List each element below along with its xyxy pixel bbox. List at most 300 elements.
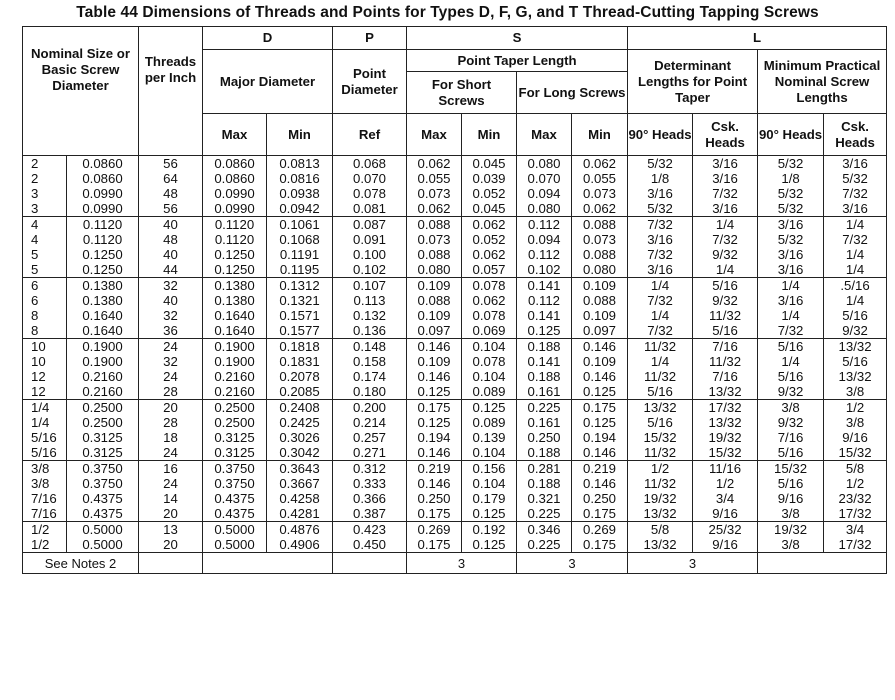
long-taper-min-value: 0.073: [583, 186, 617, 201]
footnote-blank: [139, 553, 203, 574]
long-taper-min-value: 0.219: [583, 461, 617, 476]
nominal-size-value: 7/16: [31, 506, 57, 521]
det-90-heads-cell: [628, 461, 693, 522]
long-taper-min-value: 0.146: [583, 339, 617, 354]
det-90-heads-value: 11/32: [644, 445, 677, 460]
threads-per-inch-cell: [139, 278, 203, 339]
major-dia-min-cell: [267, 339, 333, 400]
footnote-s-long: 3: [517, 553, 628, 574]
major-dia-min-value: 0.4281: [279, 506, 320, 521]
threads-per-inch-value: 32: [163, 278, 178, 293]
short-taper-min-value: 0.039: [472, 171, 506, 186]
nominal-size-value: 2: [31, 156, 39, 171]
short-taper-max-value: 0.097: [417, 323, 451, 338]
table-row-group: [23, 156, 887, 217]
major-dia-max-value: 0.0860: [214, 171, 255, 186]
point-diameter-cell: [333, 156, 407, 217]
point-diameter-value: 0.107: [352, 278, 386, 293]
nominal-size-value: 6: [31, 278, 39, 293]
threads-per-inch-cell: [139, 522, 203, 553]
min-90-heads-value: 3/8: [781, 506, 800, 521]
min-90-heads-cell: [758, 339, 824, 400]
min-csk-heads-cell: [824, 400, 887, 461]
min-csk-heads-value: 17/32: [838, 506, 872, 521]
long-taper-max-value: 0.125: [527, 323, 561, 338]
min-csk-heads-cell: [824, 339, 887, 400]
min-csk-heads-value: 5/32: [842, 171, 868, 186]
short-taper-min-cell: [462, 522, 517, 553]
header-l: L: [628, 27, 887, 50]
det-90-heads-value: 3/16: [647, 232, 673, 247]
short-taper-min-value: 0.125: [472, 506, 506, 521]
long-taper-max-value: 0.141: [527, 354, 561, 369]
det-csk-heads-value: 5/16: [712, 323, 738, 338]
min-csk-heads-value: 3/16: [842, 201, 868, 216]
det-csk-heads-value: 17/32: [708, 400, 742, 415]
det-csk-heads-cell: [693, 278, 758, 339]
min-csk-heads-value: 1/2: [845, 476, 865, 491]
short-taper-max-value: 0.146: [417, 445, 451, 460]
det-csk-heads-value: 25/32: [708, 522, 742, 537]
basic-diameter-cell: [67, 461, 139, 522]
major-dia-max-cell: [203, 156, 267, 217]
basic-diameter-value: 0.1250: [82, 262, 123, 277]
nominal-size-value: 3/8: [31, 476, 50, 491]
nominal-size-value: 10: [31, 339, 46, 354]
short-taper-min-value: 0.104: [472, 339, 506, 354]
nominal-size-value: 1/2: [31, 522, 50, 537]
short-taper-min-value: 0.069: [472, 323, 506, 338]
major-dia-min-cell: [267, 522, 333, 553]
major-dia-max-value: 0.3125: [214, 430, 255, 445]
long-taper-min-value: 0.269: [583, 522, 617, 537]
det-90-heads-cell: [628, 400, 693, 461]
header-s: S: [407, 27, 628, 50]
major-dia-max-value: 0.5000: [214, 537, 255, 552]
major-dia-max-value: 0.3125: [214, 445, 255, 460]
header-short-screws: For Short Screws: [407, 72, 517, 114]
long-taper-max-value: 0.188: [527, 445, 561, 460]
point-diameter-value: 0.087: [352, 217, 386, 232]
long-taper-max-cell: [517, 400, 572, 461]
min-csk-heads-cell: [824, 217, 887, 278]
min-csk-heads-cell: [824, 522, 887, 553]
point-diameter-value: 0.423: [352, 522, 386, 537]
major-dia-max-value: 0.2500: [214, 400, 255, 415]
basic-diameter-cell: [67, 522, 139, 553]
threads-per-inch-value: 13: [163, 522, 178, 537]
short-taper-min-value: 0.139: [472, 430, 506, 445]
min-90-heads-value: 3/8: [781, 537, 800, 552]
threads-per-inch-value: 24: [163, 339, 178, 354]
nominal-size-value: 5/16: [31, 430, 57, 445]
threads-per-inch-value: 24: [163, 369, 178, 384]
point-diameter-value: 0.158: [352, 354, 386, 369]
basic-diameter-value: 0.2500: [82, 400, 123, 415]
min-csk-heads-value: .5/16: [840, 278, 870, 293]
short-taper-max-value: 0.250: [417, 491, 451, 506]
threads-per-inch-value: 44: [163, 262, 178, 277]
major-dia-min-value: 0.3042: [279, 445, 320, 460]
point-diameter-value: 0.366: [352, 491, 386, 506]
long-taper-max-cell: [517, 339, 572, 400]
threads-per-inch-value: 28: [163, 384, 178, 399]
point-diameter-value: 0.333: [352, 476, 386, 491]
min-csk-heads-value: 7/32: [842, 186, 868, 201]
basic-diameter-cell: [67, 217, 139, 278]
nominal-size-value: 5/16: [31, 445, 57, 460]
major-dia-max-cell: [203, 339, 267, 400]
min-csk-heads-value: 5/16: [842, 308, 868, 323]
header-major-diameter: Major Diameter: [203, 50, 333, 114]
footnote-see-notes: See Notes 2: [23, 553, 139, 574]
threads-per-inch-value: 20: [163, 537, 178, 552]
long-taper-max-value: 0.080: [527, 156, 561, 171]
short-taper-min-cell: [462, 217, 517, 278]
long-taper-min-cell: [572, 278, 628, 339]
long-taper-min-value: 0.250: [583, 491, 617, 506]
min-csk-heads-value: 9/32: [842, 323, 868, 338]
det-90-heads-value: 1/4: [650, 354, 670, 369]
long-taper-min-value: 0.146: [583, 476, 617, 491]
major-dia-max-value: 0.5000: [214, 522, 255, 537]
header-det-csk-heads: Csk. Heads: [693, 114, 758, 156]
header-d-min: Min: [267, 114, 333, 156]
min-csk-heads-value: 17/32: [838, 537, 872, 552]
short-taper-max-value: 0.080: [417, 262, 451, 277]
long-taper-min-value: 0.080: [583, 262, 617, 277]
short-taper-max-value: 0.146: [417, 476, 451, 491]
short-taper-max-value: 0.146: [417, 369, 451, 384]
nominal-size-cell: [23, 461, 67, 522]
header-determinant-lengths: Determinant Lengths for Point Taper: [628, 50, 758, 114]
point-diameter-value: 0.200: [352, 400, 386, 415]
major-dia-max-value: 0.3750: [214, 461, 255, 476]
major-dia-min-value: 0.4876: [279, 522, 320, 537]
threads-per-inch-value: 48: [163, 186, 178, 201]
long-taper-min-cell: [572, 156, 628, 217]
header-short-min: Min: [462, 114, 517, 156]
major-dia-min-value: 0.4906: [279, 537, 320, 552]
det-csk-heads-value: 1/4: [715, 262, 735, 277]
major-dia-min-value: 0.2078: [279, 369, 320, 384]
det-csk-heads-cell: [693, 339, 758, 400]
long-taper-max-value: 0.070: [527, 171, 561, 186]
min-90-heads-cell: [758, 461, 824, 522]
major-dia-max-value: 0.2160: [214, 369, 255, 384]
nominal-size-value: 8: [31, 308, 39, 323]
det-90-heads-value: 5/16: [647, 415, 673, 430]
min-90-heads-value: 19/32: [774, 522, 808, 537]
point-diameter-cell: [333, 278, 407, 339]
det-csk-heads-cell: [693, 400, 758, 461]
min-90-heads-cell: [758, 400, 824, 461]
major-dia-max-value: 0.0990: [214, 186, 255, 201]
short-taper-min-value: 0.104: [472, 445, 506, 460]
nominal-size-value: 2: [31, 171, 39, 186]
long-taper-max-value: 0.112: [527, 217, 561, 232]
major-dia-max-cell: [203, 522, 267, 553]
long-taper-min-value: 0.146: [583, 369, 617, 384]
basic-diameter-value: 0.0860: [82, 171, 123, 186]
short-taper-min-value: 0.179: [472, 491, 506, 506]
major-dia-min-value: 0.2425: [279, 415, 320, 430]
short-taper-max-value: 0.219: [417, 461, 451, 476]
det-csk-heads-value: 11/32: [709, 308, 742, 323]
nominal-size-cell: [23, 278, 67, 339]
footnote-blank: [758, 553, 887, 574]
det-csk-heads-value: 13/32: [708, 415, 742, 430]
threads-per-inch-value: 20: [163, 400, 178, 415]
long-taper-min-cell: [572, 400, 628, 461]
min-90-heads-value: 15/32: [774, 461, 808, 476]
min-90-heads-cell: [758, 522, 824, 553]
min-csk-heads-cell: [824, 461, 887, 522]
long-taper-max-cell: [517, 522, 572, 553]
min-90-heads-value: 5/16: [777, 369, 804, 384]
major-dia-max-value: 0.1640: [214, 323, 255, 338]
min-csk-heads-value: 23/32: [838, 491, 872, 506]
det-90-heads-value: 5/32: [647, 201, 673, 216]
long-taper-max-value: 0.225: [527, 537, 561, 552]
major-dia-min-value: 0.2085: [279, 384, 320, 399]
point-diameter-value: 0.113: [353, 293, 386, 308]
det-90-heads-value: 15/32: [643, 430, 677, 445]
point-diameter-value: 0.174: [352, 369, 386, 384]
long-taper-min-value: 0.175: [583, 400, 617, 415]
basic-diameter-value: 0.1900: [82, 339, 123, 354]
point-diameter-value: 0.271: [352, 445, 386, 460]
point-diameter-value: 0.091: [352, 232, 386, 247]
min-csk-heads-value: 3/8: [845, 384, 865, 399]
det-csk-heads-value: 7/32: [712, 232, 738, 247]
det-90-heads-value: 11/32: [644, 369, 677, 384]
min-90-heads-value: 9/32: [777, 415, 804, 430]
major-dia-min-cell: [267, 400, 333, 461]
basic-diameter-cell: [67, 400, 139, 461]
det-csk-heads-value: 3/16: [712, 156, 738, 171]
major-dia-min-value: 0.1191: [279, 247, 320, 262]
point-diameter-cell: [333, 461, 407, 522]
point-diameter-value: 0.257: [352, 430, 386, 445]
long-taper-max-cell: [517, 217, 572, 278]
short-taper-min-value: 0.052: [472, 186, 506, 201]
short-taper-min-value: 0.057: [472, 262, 506, 277]
nominal-size-value: 4: [31, 232, 39, 247]
threads-per-inch-value: 14: [163, 491, 178, 506]
major-dia-min-value: 0.3643: [279, 461, 320, 476]
long-taper-max-value: 0.225: [527, 400, 561, 415]
major-dia-max-value: 0.1250: [214, 247, 255, 262]
short-taper-max-value: 0.146: [417, 339, 451, 354]
nominal-size-value: 1/2: [31, 537, 50, 552]
long-taper-max-value: 0.161: [527, 415, 561, 430]
short-taper-max-cell: [407, 339, 462, 400]
basic-diameter-value: 0.4375: [82, 506, 123, 521]
nominal-size-cell: [23, 217, 67, 278]
long-taper-min-cell: [572, 339, 628, 400]
det-90-heads-cell: [628, 339, 693, 400]
nominal-size-value: 10: [31, 354, 46, 369]
short-taper-max-value: 0.175: [417, 506, 451, 521]
major-dia-max-value: 0.1900: [214, 339, 255, 354]
det-csk-heads-value: 15/32: [708, 445, 742, 460]
nominal-size-cell: [23, 522, 67, 553]
nominal-size-value: 6: [31, 293, 39, 308]
long-taper-min-value: 0.175: [583, 506, 617, 521]
long-taper-max-value: 0.188: [527, 476, 561, 491]
basic-diameter-value: 0.1120: [82, 217, 123, 232]
basic-diameter-value: 0.5000: [82, 522, 123, 537]
basic-diameter-value: 0.0860: [82, 156, 123, 171]
short-taper-min-cell: [462, 339, 517, 400]
nominal-size-value: 7/16: [31, 491, 57, 506]
long-taper-min-cell: [572, 217, 628, 278]
min-csk-heads-value: 13/32: [838, 369, 872, 384]
det-csk-heads-value: 7/16: [712, 369, 738, 384]
det-csk-heads-cell: [693, 217, 758, 278]
det-90-heads-value: 5/8: [650, 522, 670, 537]
nominal-size-value: 4: [31, 217, 39, 232]
major-dia-min-value: 0.1831: [279, 354, 320, 369]
basic-diameter-value: 0.2500: [82, 415, 123, 430]
basic-diameter-value: 0.2160: [82, 384, 123, 399]
det-csk-heads-value: 1/2: [715, 476, 735, 491]
short-taper-min-value: 0.104: [472, 369, 506, 384]
header-min-csk-heads: Csk. Heads: [824, 114, 887, 156]
major-dia-min-value: 0.1321: [279, 293, 320, 308]
major-dia-min-value: 0.1195: [279, 262, 320, 277]
major-dia-max-value: 0.2160: [214, 384, 255, 399]
basic-diameter-value: 0.1380: [82, 293, 123, 308]
short-taper-max-value: 0.175: [417, 537, 451, 552]
point-diameter-value: 0.102: [352, 262, 386, 277]
table-row-group: [23, 339, 887, 400]
short-taper-min-value: 0.052: [472, 232, 506, 247]
long-taper-max-value: 0.112: [527, 293, 561, 308]
basic-diameter-value: 0.3750: [82, 476, 123, 491]
point-diameter-value: 0.312: [352, 461, 386, 476]
min-90-heads-value: 5/16: [777, 339, 804, 354]
header-threads-per-inch: Threads per Inch: [139, 27, 203, 114]
table-row-group: [23, 461, 887, 522]
major-dia-max-value: 0.0990: [214, 201, 255, 216]
short-taper-max-value: 0.055: [417, 171, 451, 186]
short-taper-min-value: 0.078: [472, 308, 506, 323]
short-taper-min-value: 0.045: [472, 156, 506, 171]
major-dia-max-value: 0.1120: [214, 217, 255, 232]
point-diameter-value: 0.136: [352, 323, 386, 338]
long-taper-max-value: 0.188: [527, 369, 561, 384]
det-csk-heads-cell: [693, 522, 758, 553]
short-taper-min-value: 0.192: [472, 522, 506, 537]
short-taper-max-cell: [407, 400, 462, 461]
header-nominal-size: Nominal Size or Basic Screw Diameter: [23, 27, 139, 114]
major-dia-min-value: 0.1068: [279, 232, 320, 247]
threads-per-inch-value: 24: [163, 476, 178, 491]
major-dia-max-value: 0.1380: [214, 293, 255, 308]
major-dia-max-cell: [203, 461, 267, 522]
det-90-heads-value: 19/32: [643, 491, 677, 506]
short-taper-max-cell: [407, 461, 462, 522]
min-90-heads-value: 1/8: [781, 171, 800, 186]
long-taper-min-value: 0.088: [583, 217, 617, 232]
header-blank: [23, 114, 139, 156]
det-csk-heads-value: 11/32: [709, 354, 742, 369]
long-taper-min-value: 0.175: [583, 537, 617, 552]
long-taper-min-value: 0.109: [583, 354, 617, 369]
threads-per-inch-value: 16: [163, 461, 178, 476]
long-taper-min-cell: [572, 461, 628, 522]
short-taper-max-cell: [407, 522, 462, 553]
short-taper-max-value: 0.088: [417, 293, 451, 308]
short-taper-max-value: 0.088: [417, 217, 451, 232]
major-dia-max-cell: [203, 278, 267, 339]
long-taper-min-cell: [572, 522, 628, 553]
min-90-heads-value: 9/32: [777, 384, 804, 399]
nominal-size-value: 12: [31, 384, 46, 399]
basic-diameter-value: 0.4375: [82, 491, 123, 506]
threads-per-inch-value: 32: [163, 354, 178, 369]
point-diameter-cell: [333, 217, 407, 278]
long-taper-min-value: 0.073: [583, 232, 617, 247]
min-csk-heads-value: 15/32: [838, 445, 872, 460]
min-90-heads-value: 7/32: [777, 323, 804, 338]
long-taper-max-cell: [517, 156, 572, 217]
threads-per-inch-cell: [139, 339, 203, 400]
threads-per-inch-value: 24: [163, 445, 178, 460]
short-taper-min-value: 0.104: [472, 476, 506, 491]
header-point-taper-length: Point Taper Length: [407, 50, 628, 72]
major-dia-min-value: 0.0816: [279, 171, 320, 186]
short-taper-max-cell: [407, 156, 462, 217]
long-taper-min-value: 0.109: [583, 308, 617, 323]
short-taper-min-value: 0.089: [472, 384, 506, 399]
header-short-max: Max: [407, 114, 462, 156]
long-taper-max-value: 0.102: [527, 262, 561, 277]
header-d: D: [203, 27, 333, 50]
threads-per-inch-value: 56: [163, 201, 178, 216]
det-csk-heads-value: 7/16: [712, 339, 738, 354]
min-csk-heads-value: 3/4: [845, 522, 865, 537]
header-d-max: Max: [203, 114, 267, 156]
major-dia-min-value: 0.1577: [279, 323, 320, 338]
short-taper-min-cell: [462, 461, 517, 522]
table-row-group: [23, 522, 887, 553]
long-taper-max-cell: [517, 461, 572, 522]
short-taper-min-value: 0.078: [472, 278, 506, 293]
table-title: Table 44 Dimensions of Threads and Points for Types D, F, G, and T Thread-Cutting Tapping Screws: [76, 4, 819, 21]
min-csk-heads-value: 5/16: [842, 354, 868, 369]
short-taper-max-value: 0.062: [417, 156, 451, 171]
footnote-blank: [203, 553, 333, 574]
det-csk-heads-value: 9/16: [712, 506, 738, 521]
long-taper-max-value: 0.346: [527, 522, 561, 537]
long-taper-min-value: 0.062: [583, 201, 617, 216]
major-dia-max-value: 0.1900: [214, 354, 255, 369]
basic-diameter-value: 0.0990: [82, 201, 123, 216]
short-taper-max-value: 0.088: [417, 247, 451, 262]
basic-diameter-cell: [67, 156, 139, 217]
threads-per-inch-value: 32: [163, 308, 178, 323]
basic-diameter-value: 0.1380: [82, 278, 123, 293]
threads-per-inch-cell: [139, 400, 203, 461]
header-long-max: Max: [517, 114, 572, 156]
long-taper-min-value: 0.146: [583, 445, 617, 460]
basic-diameter-value: 0.3750: [82, 461, 123, 476]
long-taper-max-value: 0.321: [527, 491, 561, 506]
basic-diameter-cell: [67, 278, 139, 339]
